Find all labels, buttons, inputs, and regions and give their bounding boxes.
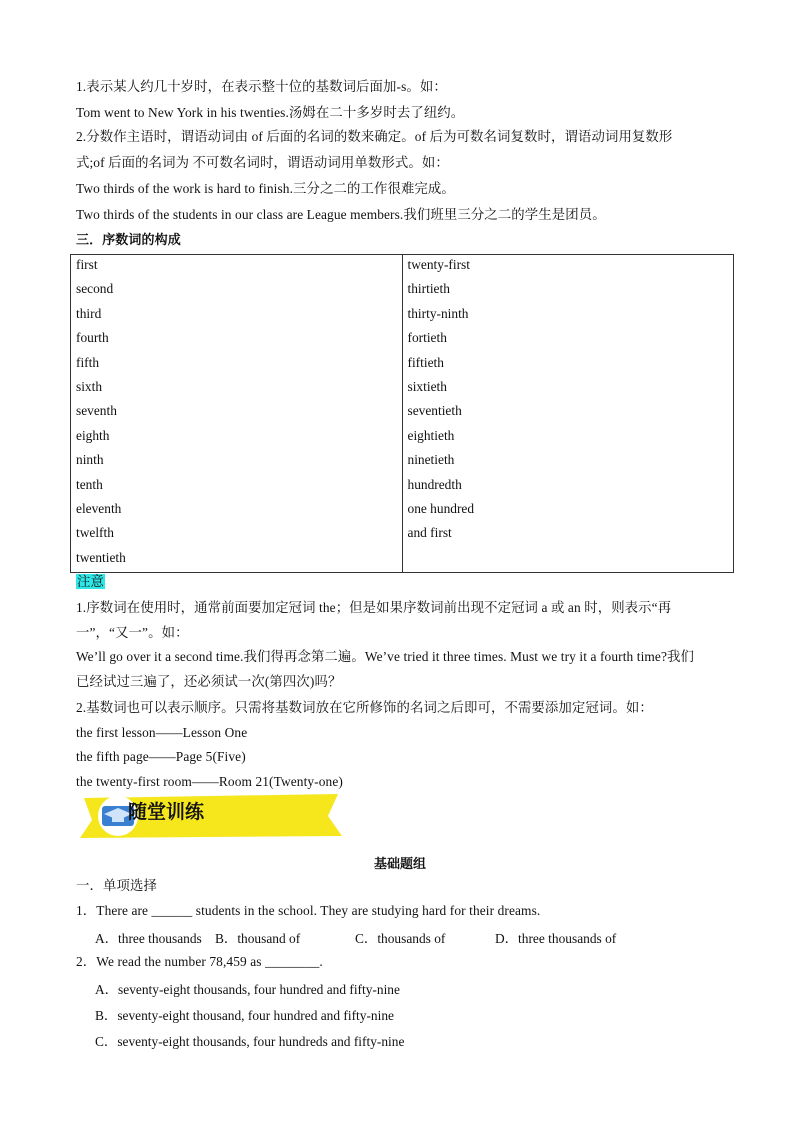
ordinal-table xyxy=(70,254,734,573)
option-d: D．three thousands of xyxy=(495,931,617,946)
note-line: We’ll go over it a second time.我们得再念第二遍。We’ve tried it three times. Must we try it a fourth time?我们 xyxy=(76,649,694,664)
note-line: 一”，“又一”。如： xyxy=(76,625,189,640)
ordinal-word: third xyxy=(76,305,102,321)
note-line: Two thirds of the work is hard to finish.三分之二的工作很难完成。 xyxy=(76,181,455,196)
note-line: 2.分数作主语时，谓语动词由 of 后面的名词的数来确定。of 后为可数名词复数时，谓语动词用复数形 xyxy=(76,129,673,144)
ordinal-word: tenth xyxy=(76,476,103,492)
ordinal-word: twelfth xyxy=(76,525,114,541)
note-line: 1.序数词在使用时，通常前面要加定冠词 the；但是如果序数词前出现不定冠词 a 或 an 时，则表示“再 xyxy=(76,600,672,615)
ordinal-word: seventh xyxy=(76,403,117,419)
section-title: 三．序数词的构成 xyxy=(76,233,181,248)
ordinal-word: ninth xyxy=(76,452,104,468)
ordinal-word: eightieth xyxy=(407,427,455,443)
ordinal-word: second xyxy=(76,281,114,297)
option-c: C．seventy-eight thousands, four hundreds and fifty-nine xyxy=(95,1034,405,1049)
note-line: Tom went to New York in his twenties.汤姆在二十多岁时去了纽约。 xyxy=(76,105,465,120)
example-line: the twenty-first room——Room 21(Twenty-one) xyxy=(76,774,343,789)
ordinal-word: twentieth xyxy=(76,549,126,565)
example-line: the fifth page——Page 5(Five) xyxy=(76,749,246,764)
option-a: A．three thousands xyxy=(95,931,202,946)
note-line: 式;of 后面的名词为 不可数名词时，谓语动词用单数形式。如： xyxy=(76,155,449,170)
ordinal-word: eighth xyxy=(76,427,110,443)
option-b: B．seventy-eight thousand, four hundred and fifty-nine xyxy=(95,1008,394,1023)
ordinal-word: first xyxy=(76,257,98,272)
example-line: the first lesson——Lesson One xyxy=(76,725,248,740)
ordinal-word: and first xyxy=(407,525,452,541)
ordinal-word: fortieth xyxy=(407,330,447,346)
ordinal-word: sixth xyxy=(76,378,103,394)
ordinal-word: fourth xyxy=(76,330,109,346)
note-line: 已经试过三遍了，还必须试一次(第四次)吗？ xyxy=(76,674,342,689)
ordinal-word: thirty-ninth xyxy=(407,305,469,321)
note-line: 1.表示某人约几十岁时，在表示整十位的基数词后面加-s。如： xyxy=(76,79,447,94)
note-label-line xyxy=(76,573,105,591)
ordinal-word: seventieth xyxy=(407,403,462,419)
basic-group-title: 基础题组 xyxy=(373,857,426,872)
section-banner xyxy=(76,790,342,842)
note-line: 2.基数词也可以表示顺序。只需将基数词放在它所修饰的名词之后即可，不需要添加定冠词。如： xyxy=(76,700,653,715)
ordinal-word: hundredth xyxy=(407,476,462,492)
ordinal-word: fifth xyxy=(76,354,100,370)
ordinal-word: eleventh xyxy=(76,500,122,516)
question-stem: 2．We read the number 78,459 as ________. xyxy=(76,954,323,969)
ordinal-word: one hundred xyxy=(407,500,475,516)
ordinal-column-right xyxy=(402,255,734,573)
option-c: C．thousands of xyxy=(355,931,446,946)
question-stem: 1．There are ______ students in the school. They are studying hard for their dreams. xyxy=(76,903,541,918)
ordinal-column-left xyxy=(71,255,403,573)
option-a: A．seventy-eight thousands, four hundred and fifty-nine xyxy=(95,982,400,997)
note-line: Two thirds of the students in our class are League members.我们班里三分之二的学生是团员。 xyxy=(76,207,606,222)
ordinal-word: fiftieth xyxy=(407,354,444,370)
banner-title: 随堂训练 xyxy=(128,801,205,823)
ordinal-word: thirtieth xyxy=(407,281,450,297)
single-choice-title: 一．单项选择 xyxy=(76,878,157,893)
note-label: 注意 xyxy=(77,574,104,589)
ordinal-word: ninetieth xyxy=(407,452,455,468)
ordinal-word: twenty-first xyxy=(407,257,470,272)
ordinal-word: sixtieth xyxy=(407,378,447,394)
option-b: B．thousand of xyxy=(215,931,301,946)
